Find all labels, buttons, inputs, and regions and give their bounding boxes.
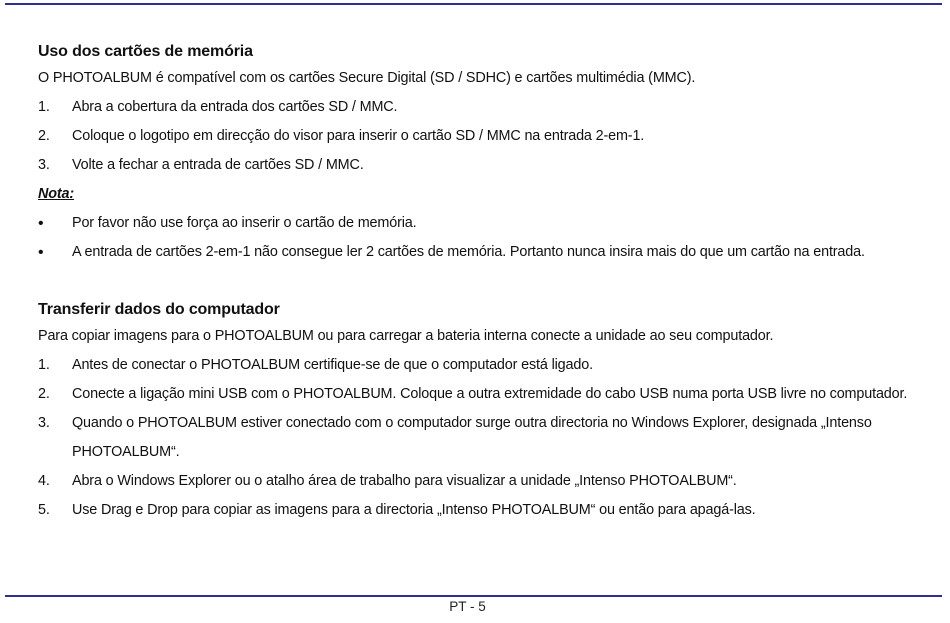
step-text: Use Drag e Drop para copiar as imagens para a directoria „Intenso PHOTOALBUM“ ou então para apagá-las. [72, 502, 756, 518]
step-text: Coloque o logotipo em direcção do visor para inserir o cartão SD / MMC na entrada 2-em-1. [72, 128, 645, 144]
step-item [38, 496, 918, 525]
note-item [38, 209, 918, 238]
step-text: Volte a fechar a entrada de cartões SD / MMC. [72, 157, 364, 173]
page-content [38, 38, 918, 525]
step-item [38, 151, 918, 180]
step-text: Antes de conectar o PHOTOALBUM certifique-se de que o computador está ligado. [72, 357, 593, 373]
top-rule [5, 3, 942, 5]
step-number: 5. [38, 502, 50, 518]
step-text: Abra o Windows Explorer ou o atalho área de trabalho para visualizar a unidade „Intenso PHOTOALBUM“. [72, 473, 737, 489]
step-text: Quando o PHOTOALBUM estiver conectado com o computador surge outra directoria no Windows Explorer, designada „Intenso PHOTOALBUM“. [72, 415, 872, 460]
section-intro-transfer: Para copiar imagens para o PHOTOALBUM ou para carregar a bateria interna conecte a unidade ao seu computador. [38, 328, 774, 344]
note-text: A entrada de cartões 2-em-1 não consegue ler 2 cartões de memória. Portanto nunca insira mais do que um cartão na entrada. [72, 244, 865, 260]
step-number: 3. [38, 157, 50, 173]
step-item [38, 351, 918, 380]
bullet-icon: • [38, 244, 44, 261]
section-title-memory-cards: Uso dos cartões de memória [38, 43, 253, 60]
step-number: 1. [38, 99, 50, 115]
step-number: 2. [38, 128, 50, 144]
step-number: 4. [38, 473, 50, 489]
section-spacer [38, 267, 918, 296]
note-text: Por favor não use força ao inserir o cartão de memória. [72, 215, 417, 231]
note-item [38, 238, 918, 267]
step-item [38, 380, 918, 409]
step-text: Conecte a ligação mini USB com o PHOTOALBUM. Coloque a outra extremidade do cabo USB numa porta USB livre no computador. [72, 386, 908, 402]
bullet-icon: • [38, 215, 44, 232]
step-item [38, 93, 918, 122]
note-label: Nota: [38, 186, 75, 202]
section-intro-memory-cards: O PHOTOALBUM é compatível com os cartões Secure Digital (SD / SDHC) e cartões multimédia (MMC). [38, 70, 696, 86]
step-number: 2. [38, 386, 50, 402]
step-item [38, 122, 918, 151]
step-text: Abra a cobertura da entrada dos cartões SD / MMC. [72, 99, 398, 115]
step-item [38, 409, 918, 467]
step-number: 1. [38, 357, 50, 373]
page-number: PT - 5 [449, 599, 486, 614]
step-number: 3. [38, 415, 50, 431]
section-title-transfer: Transferir dados do computador [38, 301, 280, 318]
step-item [38, 467, 918, 496]
